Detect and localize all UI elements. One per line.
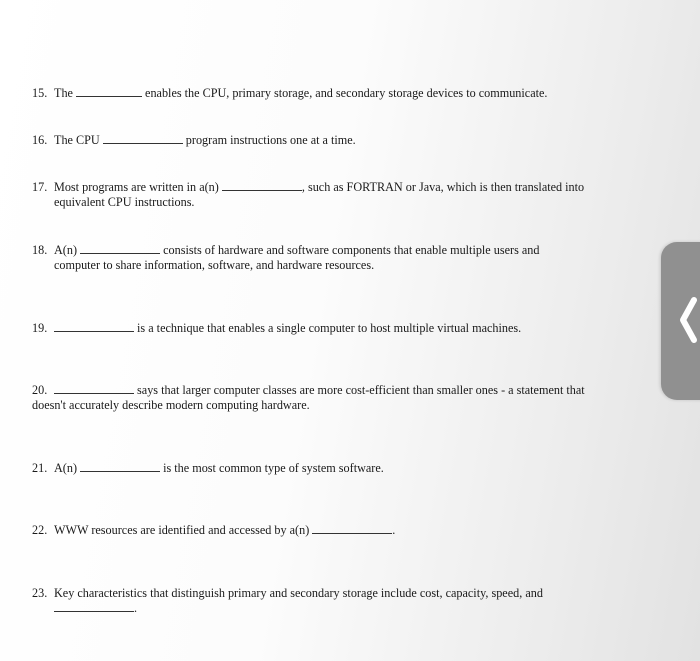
answer-blank[interactable] — [54, 383, 134, 394]
side-panel-handle[interactable] — [661, 242, 700, 400]
question-21 — [32, 461, 642, 476]
question-number: 20. — [32, 383, 48, 397]
question-text: consists of hardware and software components that enable multiple users and — [163, 243, 540, 257]
question-text: is a technique that enables a single computer to host multiple virtual machines. — [137, 321, 522, 335]
question-number: 18. — [32, 243, 48, 257]
question-19 — [32, 321, 642, 336]
question-text: computer to share information, software, and hardware resources. — [54, 258, 375, 272]
question-number: 22. — [32, 523, 48, 537]
question-text: says that larger computer classes are more cost-efficient than smaller ones - a statement that — [137, 383, 585, 397]
question-text: is the most common type of system software. — [163, 461, 384, 475]
question-text: A(n) — [54, 243, 78, 257]
question-23 — [32, 586, 642, 616]
answer-blank[interactable] — [80, 461, 160, 472]
question-number: 15. — [32, 86, 48, 100]
chevron-left-icon[interactable] — [675, 292, 700, 348]
question-18 — [32, 243, 642, 273]
question-16 — [32, 133, 642, 148]
answer-blank[interactable] — [312, 523, 392, 534]
question-number: 17. — [32, 180, 48, 194]
question-text: Key characteristics that distinguish primary and secondary storage include cost, capacity, speed, and — [54, 586, 543, 600]
question-text: . — [392, 523, 396, 537]
answer-blank[interactable] — [222, 180, 302, 191]
question-number: 21. — [32, 461, 48, 475]
question-text: A(n) — [54, 461, 78, 475]
question-number: 19. — [32, 321, 48, 335]
question-text: WWW resources are identified and accessed by a(n) — [54, 523, 310, 537]
question-20 — [32, 383, 642, 413]
question-text: equivalent CPU instructions. — [54, 195, 195, 209]
answer-blank[interactable] — [54, 321, 134, 332]
answer-blank[interactable] — [80, 243, 160, 254]
question-text: The — [54, 86, 73, 100]
question-text: program instructions one at a time. — [185, 133, 356, 147]
answer-blank[interactable] — [103, 133, 183, 144]
question-text: enables the CPU, primary storage, and secondary storage devices to communicate. — [145, 86, 548, 100]
answer-blank[interactable] — [54, 601, 134, 612]
question-17 — [32, 180, 642, 210]
question-number: 16. — [32, 133, 48, 147]
question-number: 23. — [32, 586, 48, 600]
question-text: , such as FORTRAN or Java, which is then translated into — [301, 180, 585, 194]
question-text: . — [134, 601, 138, 615]
question-text-continued: doesn't accurately describe modern computing hardware. — [32, 398, 310, 412]
question-22 — [32, 523, 642, 538]
answer-blank[interactable] — [76, 86, 142, 97]
question-text: The CPU — [54, 133, 100, 147]
question-text: Most programs are written in a(n) — [54, 180, 219, 194]
question-15 — [32, 86, 642, 101]
